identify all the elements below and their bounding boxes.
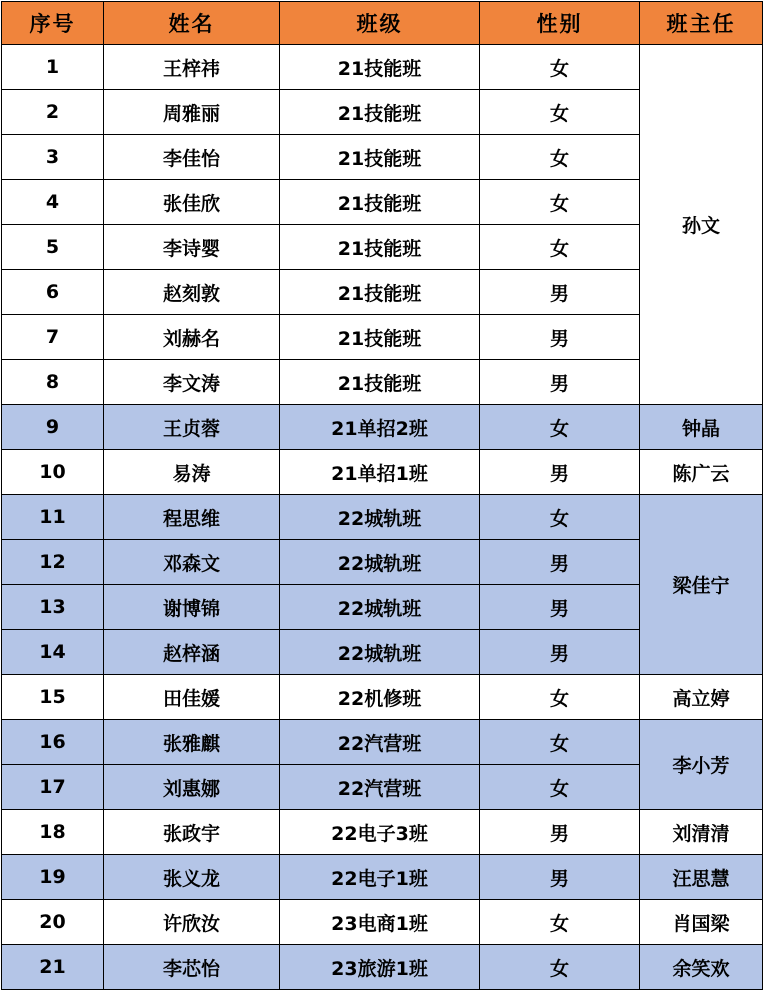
gender: 女 [480, 720, 640, 765]
gender: 女 [480, 900, 640, 945]
class-name: 21单招1班 [280, 450, 480, 495]
student-name: 李文涛 [104, 360, 280, 405]
head-teacher: 钟晶 [640, 405, 763, 450]
student-name: 周雅丽 [104, 90, 280, 135]
row-number: 2 [2, 90, 104, 135]
head-teacher: 刘清清 [640, 810, 763, 855]
student-name: 许欣汝 [104, 900, 280, 945]
student-name: 刘赫名 [104, 315, 280, 360]
row-number: 3 [2, 135, 104, 180]
head-teacher: 陈广云 [640, 450, 763, 495]
row-number: 13 [2, 585, 104, 630]
class-name: 23电商1班 [280, 900, 480, 945]
table-row [2, 675, 763, 720]
head-teacher: 余笑欢 [640, 945, 763, 990]
row-number: 7 [2, 315, 104, 360]
row-number: 21 [2, 945, 104, 990]
row-number: 19 [2, 855, 104, 900]
gender: 男 [480, 315, 640, 360]
student-name: 王贞蓉 [104, 405, 280, 450]
gender: 男 [480, 270, 640, 315]
header-number: 序号 [2, 2, 104, 45]
table-row [2, 495, 763, 540]
table-row [2, 450, 763, 495]
row-number: 20 [2, 900, 104, 945]
class-name: 22汽营班 [280, 765, 480, 810]
header-class: 班级 [280, 2, 480, 45]
student-name: 张义龙 [104, 855, 280, 900]
class-name: 21技能班 [280, 135, 480, 180]
gender: 男 [480, 540, 640, 585]
gender: 男 [480, 585, 640, 630]
gender: 男 [480, 810, 640, 855]
gender: 男 [480, 360, 640, 405]
gender: 女 [480, 225, 640, 270]
head-teacher: 汪思慧 [640, 855, 763, 900]
student-roster-table [1, 1, 763, 990]
class-name: 22城轨班 [280, 540, 480, 585]
class-name: 22电子1班 [280, 855, 480, 900]
student-name: 邓森文 [104, 540, 280, 585]
row-number: 16 [2, 720, 104, 765]
head-teacher: 孙文 [640, 45, 763, 405]
student-name: 李芯怡 [104, 945, 280, 990]
header-gender: 性别 [480, 2, 640, 45]
header-teacher: 班主任 [640, 2, 763, 45]
gender: 男 [480, 450, 640, 495]
gender: 女 [480, 45, 640, 90]
head-teacher: 李小芳 [640, 720, 763, 810]
student-name: 刘惠娜 [104, 765, 280, 810]
gender: 女 [480, 135, 640, 180]
student-name: 张佳欣 [104, 180, 280, 225]
gender: 女 [480, 90, 640, 135]
student-name: 赵刻敦 [104, 270, 280, 315]
row-number: 4 [2, 180, 104, 225]
class-name: 21技能班 [280, 360, 480, 405]
student-name: 易涛 [104, 450, 280, 495]
gender: 男 [480, 855, 640, 900]
table-row [2, 855, 763, 900]
student-name: 田佳媛 [104, 675, 280, 720]
student-name: 李诗婴 [104, 225, 280, 270]
row-number: 10 [2, 450, 104, 495]
class-name: 21技能班 [280, 180, 480, 225]
row-number: 18 [2, 810, 104, 855]
header-name: 姓名 [104, 2, 280, 45]
table-body [2, 45, 763, 990]
table-row [2, 945, 763, 990]
gender: 女 [480, 765, 640, 810]
head-teacher: 梁佳宁 [640, 495, 763, 675]
gender: 女 [480, 945, 640, 990]
row-number: 12 [2, 540, 104, 585]
class-name: 22电子3班 [280, 810, 480, 855]
row-number: 6 [2, 270, 104, 315]
class-name: 22城轨班 [280, 495, 480, 540]
row-number: 8 [2, 360, 104, 405]
gender: 女 [480, 495, 640, 540]
row-number: 17 [2, 765, 104, 810]
student-name: 张雅麒 [104, 720, 280, 765]
row-number: 5 [2, 225, 104, 270]
row-number: 11 [2, 495, 104, 540]
student-name: 程思维 [104, 495, 280, 540]
gender: 男 [480, 630, 640, 675]
row-number: 14 [2, 630, 104, 675]
class-name: 22汽营班 [280, 720, 480, 765]
table-row [2, 810, 763, 855]
row-number: 15 [2, 675, 104, 720]
class-name: 22城轨班 [280, 585, 480, 630]
student-name: 赵梓涵 [104, 630, 280, 675]
class-name: 23旅游1班 [280, 945, 480, 990]
class-name: 22机修班 [280, 675, 480, 720]
header-row [2, 2, 763, 45]
gender: 女 [480, 675, 640, 720]
student-name: 谢博锦 [104, 585, 280, 630]
student-name: 李佳怡 [104, 135, 280, 180]
row-number: 1 [2, 45, 104, 90]
row-number: 9 [2, 405, 104, 450]
class-name: 22城轨班 [280, 630, 480, 675]
student-name: 张政宇 [104, 810, 280, 855]
class-name: 21技能班 [280, 45, 480, 90]
class-name: 21技能班 [280, 315, 480, 360]
table-row [2, 45, 763, 90]
table-row [2, 720, 763, 765]
table-row [2, 900, 763, 945]
class-name: 21技能班 [280, 90, 480, 135]
class-name: 21单招2班 [280, 405, 480, 450]
head-teacher: 肖国梁 [640, 900, 763, 945]
class-name: 21技能班 [280, 225, 480, 270]
gender: 女 [480, 405, 640, 450]
class-name: 21技能班 [280, 270, 480, 315]
head-teacher: 高立婷 [640, 675, 763, 720]
student-name: 王梓祎 [104, 45, 280, 90]
table-row [2, 405, 763, 450]
gender: 女 [480, 180, 640, 225]
